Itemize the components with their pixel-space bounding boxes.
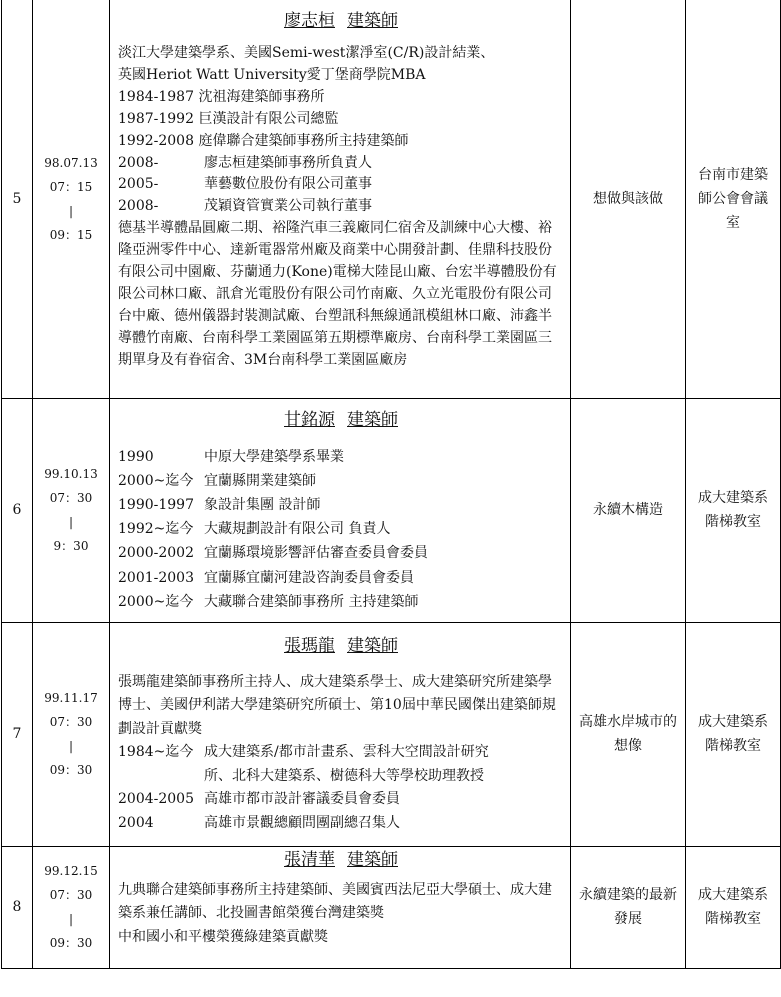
session-date: 99.10.13	[44, 467, 98, 481]
session-number: 6	[2, 398, 33, 622]
lecture-topic: 永續建築的最新發展	[571, 846, 686, 968]
bio-entry: 2000~迄今 宜蘭縣開業建築師	[118, 472, 316, 489]
session-time	[33, 846, 110, 968]
seminar-schedule-table	[1, 0, 781, 969]
bio-entry: 1990-1997 象設計集團 設計師	[118, 496, 321, 513]
table-row	[2, 846, 781, 968]
time-separator: |	[68, 739, 74, 753]
venue: 台南市建築師公會會議室	[686, 0, 781, 398]
speaker-profile	[110, 398, 571, 622]
session-time	[33, 398, 110, 622]
venue: 成大建築系階梯教室	[686, 622, 781, 846]
bio-entry: 所、北科大建築系、樹德科大等學校助理教授	[204, 767, 484, 784]
end-time: 9：30	[53, 539, 89, 553]
bio-paragraph: 張瑪龍建築師事務所主持人、成大建築系學士、成大建築研究所建築學博士、美國伊利諾大學建築研究所碩士、第10屆中華民國傑出建築師規劃設計貢獻獎	[118, 673, 556, 737]
session-number: 5	[2, 0, 33, 398]
time-separator: |	[68, 912, 74, 926]
bio-entry: 2005- 華藝數位股份有限公司董事	[118, 176, 372, 193]
time-separator: |	[68, 203, 74, 218]
table-row	[2, 398, 781, 622]
table-row	[2, 622, 781, 846]
session-number: 7	[2, 622, 33, 846]
bio-line: 英國Heriot Watt University愛丁堡商學院MBA	[118, 66, 426, 83]
venue: 成大建築系階梯教室	[686, 846, 781, 968]
speaker-name: 廖志桓 建築師	[284, 11, 398, 31]
session-date: 98.07.13	[44, 155, 98, 170]
lecture-topic: 永續木構造	[571, 398, 686, 622]
session-date: 99.12.15	[44, 864, 98, 878]
bio-entry: 1992~迄今 大藏規劃設計有限公司 負責人	[118, 521, 391, 538]
session-time	[33, 622, 110, 846]
time-separator: |	[68, 515, 74, 529]
session-date: 99.11.17	[44, 691, 98, 705]
start-time: 07：15	[49, 179, 93, 194]
bio-line: 1992-2008 庭偉聯合建築師事務所主持建築師	[118, 132, 409, 149]
venue: 成大建築系階梯教室	[686, 398, 781, 622]
bio-entry: 2000~迄今 大藏聯合建築師事務所 主持建築師	[118, 593, 419, 610]
bio-entry: 2008- 茂穎資管實業公司執行董事	[118, 198, 372, 215]
lecture-topic: 高雄水岸城市的想像	[571, 622, 686, 846]
bio-entry: 2001-2003 宜蘭縣宜蘭河建設咨詢委員會委員	[118, 569, 414, 586]
table-row	[2, 0, 781, 398]
speaker-profile	[110, 846, 571, 968]
bio-line: 1987-1992 巨漢設計有限公司總監	[118, 110, 339, 127]
speaker-name: 張清華 建築師	[284, 849, 398, 870]
session-time	[33, 0, 110, 398]
bio-line: 1984-1987 沈祖海建築師事務所	[118, 88, 325, 105]
session-number: 8	[2, 846, 33, 968]
bio-entry: 2008- 廖志桓建築師事務所負責人	[118, 154, 372, 171]
speaker-name: 甘銘源 建築師	[284, 409, 398, 430]
start-time: 07：30	[49, 888, 93, 902]
start-time: 07：30	[49, 491, 93, 505]
start-time: 07：30	[49, 715, 93, 729]
speaker-profile	[110, 622, 571, 846]
bio-line: 中和國小和平樓榮獲綠建築貢獻獎	[118, 928, 328, 945]
bio-entry: 2004 高雄市景觀總顧問團副總召集人	[118, 815, 400, 832]
bio-entry: 2000-2002 宜蘭縣環境影響評估審查委員會委員	[118, 545, 428, 562]
bio-line: 淡江大學建築學系、美國Semi-west潔淨室(C/R)設計結業、	[118, 45, 495, 61]
lecture-topic: 想做與該做	[571, 0, 686, 398]
end-time: 09：30	[49, 763, 93, 777]
bio-entry: 2004-2005 高雄市都市設計審議委員會委員	[118, 791, 400, 808]
bio-paragraph: 九典聯合建築師事務所主持建築師、美國賓西法尼亞大學碩士、成大建築系兼任講師、北投圖書館榮獲台灣建築獎	[118, 881, 552, 922]
speaker-name: 張瑪龍 建築師	[284, 635, 398, 656]
end-time: 09：30	[49, 936, 93, 950]
projects-paragraph: 德基半導體晶圓廠二期、裕隆汽車三義廠同仁宿舍及訓練中心大樓、裕隆亞洲零件中心、達新電器常州廠及商業中心開發計劃、佳鼎科技股份有限公司中園廠、芬蘭通力(Kone)電梯大陸昆山廠、台宏半導體股份有限公司林口廠、訊倉光電股份有限公司竹南廠、久立光電股份有限公司台中廠、德州儀器封裝測試廠、台塑訊科無線通訊模組林口廠、沛鑫半導體竹南廠、台南科學工業園區第五期標準廠房、台南科學工業園區三期單身及有眷宿舍、3M台南科學工業園區廠房	[118, 220, 557, 368]
bio-entry: 1984~迄今 成大建築系/都市計畫系、雲科大空間設計研究	[118, 744, 489, 761]
end-time: 09：15	[49, 227, 93, 242]
speaker-profile	[110, 0, 571, 398]
bio-entry: 1990 中原大學建築學系畢業	[118, 448, 344, 465]
